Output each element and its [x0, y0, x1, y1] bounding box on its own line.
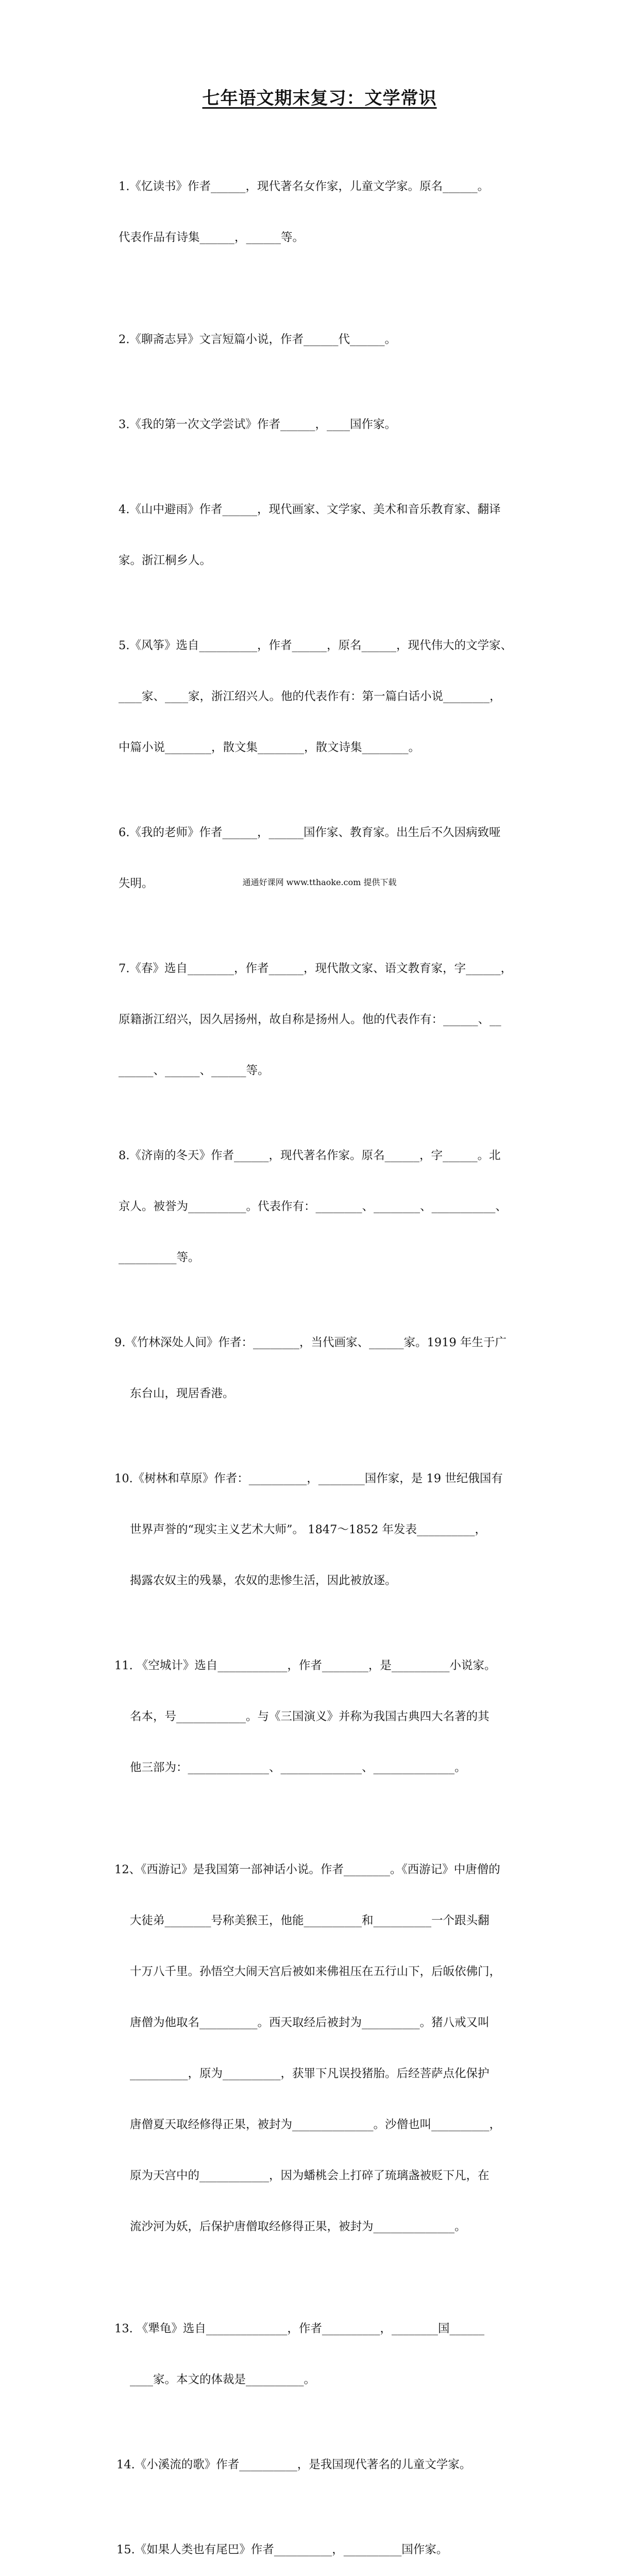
- question-14: 14.《小溪流的歌》作者__________，是我国现代著名的儿童文学家。: [116, 2458, 472, 2471]
- question-7: 7.《春》选自________，作者______，现代散文家、语文教育家，字______， 原籍浙江绍兴，因久居扬州，故自称是扬州人。他的代表作有：______、__ ______、______、______等。: [119, 962, 512, 1077]
- footer-note: 通通好课网 www.tthaoke.com 提供下载: [242, 877, 397, 887]
- question-list: [114, 144, 541, 2576]
- question-8: 8.《济南的冬天》作者______，现代著名作家。原名______，字______。北 京人。被誉为__________。代表作有：________、________、___________、 __________等。: [119, 1149, 507, 1264]
- question-1: 1.《忆读书》作者______，现代著名女作家，儿童文学家。原名______。 代表作品有诗集______，______等。: [119, 180, 489, 244]
- question-5: 5.《风筝》选自__________，作者______，原名______，现代伟大的文学家、 ____家、____家，浙江绍兴人。他的代表作有：第一篇白话小说________， 中篇小说________，散文集________，散文诗集________。: [119, 639, 512, 754]
- question-3: 3.《我的第一次文学尝试》作者______，____国作家。: [119, 418, 396, 431]
- question-12: 12、《西游记》是我国第一部神话小说。作者________。《西游记》中唐僧的 大徒弟________号称美猴王，他能__________和__________一个跟头翻 十万八千里。孙悟空大闹天宫后被如来佛祖压在五行山下，后皈依佛门， 唐僧为他取名__________。西天取经后被封为__________。猪八戒又叫 __________，原为__________，获罪下凡误投猪胎。后经菩萨点化保护 唐僧夏天取经修得正果，被封为______________。沙僧也叫__________， 原为天宫中的____________，因为蟠桃会上打碎了琉璃盏被贬下凡，在 流沙河为妖，后保护唐僧取经修得正果，被封为______________。: [114, 1863, 501, 2233]
- question-13: 13. 《犟龟》选自______________，作者__________，________国______ ____家。本文的体裁是__________。: [114, 2322, 484, 2386]
- question-15: 15.《如果人类也有尾巴》作者__________，__________国作家。: [116, 2543, 448, 2556]
- page-title: 七年语文期末复习：文学常识: [202, 88, 437, 109]
- question-4: 4.《山中避雨》作者______，现代画家、文学家、美术和音乐教育家、翻译 家。浙江桐乡人。: [119, 503, 501, 567]
- question-11: 11. 《空城计》选自____________，作者________，是__________小说家。 名本，号____________。与《三国演义》并称为我国古典四大名著的其 他三部为：______________、______________、______________。: [114, 1659, 496, 1774]
- question-9: 9.《竹林深处人间》作者：________，当代画家、______家。1919 年生于广 东台山，现居香港。: [114, 1336, 507, 1400]
- question-10: 10.《树林和草原》作者：__________，________国作家，是 19 世纪俄国有 世界声誉的“现实主义艺术大师”。 1847～1852 年发表__________， 揭露农奴主的残暴，农奴的悲惨生活，因此被放逐。: [114, 1472, 503, 1587]
- question-6: 6.《我的老师》作者______，______国作家、教育家。出生后不久因病致哑 失明。: [119, 826, 501, 890]
- question-2: 2.《聊斋志异》文言短篇小说，作者______代______。: [119, 333, 396, 346]
